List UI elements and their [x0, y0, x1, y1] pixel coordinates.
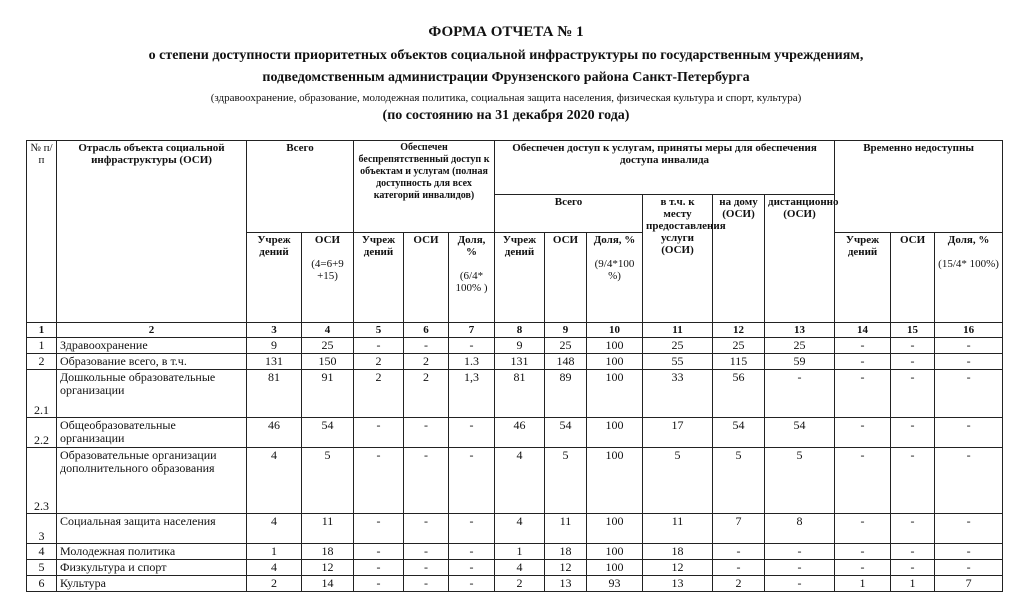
row-value: 14: [302, 576, 354, 592]
row-value: 4: [495, 560, 545, 576]
table-row: [27, 448, 1003, 514]
table-row: [27, 354, 1003, 370]
table-row: [27, 544, 1003, 560]
header-share-formula: (9/4*100 %): [594, 258, 635, 282]
row-value: -: [404, 560, 449, 576]
row-value: -: [713, 560, 765, 576]
row-value: 46: [495, 418, 545, 448]
row-value: 13: [545, 576, 587, 592]
row-value: 131: [495, 354, 545, 370]
column-number: 16: [935, 323, 1003, 338]
row-value: 59: [765, 354, 835, 370]
row-value: -: [404, 418, 449, 448]
row-value: 25: [545, 338, 587, 354]
header-institutions: Учреж дений: [247, 233, 302, 323]
column-number: 9: [545, 323, 587, 338]
row-value: 100: [587, 418, 643, 448]
row-branch-name: Дошкольные образовательные организации: [57, 370, 247, 418]
report-date: (по состоянию на 31 декабря 2020 года): [382, 108, 630, 123]
row-branch-name: Образовательные организации дополнительного образования: [57, 448, 247, 514]
row-value: 2: [495, 576, 545, 592]
row-value: 100: [587, 560, 643, 576]
row-number: 5: [27, 560, 57, 576]
row-value: 54: [545, 418, 587, 448]
row-value: 54: [765, 418, 835, 448]
row-value: 12: [545, 560, 587, 576]
row-value: 5: [545, 448, 587, 514]
row-value: -: [449, 448, 495, 514]
header-remote: дистанционно (ОСИ): [765, 195, 835, 323]
row-value: 54: [302, 418, 354, 448]
row-value: 2: [354, 370, 404, 418]
row-value: -: [354, 448, 404, 514]
row-value: -: [449, 338, 495, 354]
row-value: 100: [587, 544, 643, 560]
column-number: 6: [404, 323, 449, 338]
table-row: [27, 370, 1003, 418]
header-osi: ОСИ: [891, 233, 935, 323]
column-number: 11: [643, 323, 713, 338]
row-value: -: [449, 418, 495, 448]
row-number: 6: [27, 576, 57, 592]
row-value: -: [891, 370, 935, 418]
row-value: 4: [495, 514, 545, 544]
row-value: -: [935, 370, 1003, 418]
row-branch-name: Молодежная политика: [57, 544, 247, 560]
header-branch: Отрасль объекта социальной инфраструктуры (ОСИ): [57, 141, 247, 323]
row-value: 115: [713, 354, 765, 370]
header-institutions: Учреж дений: [495, 233, 545, 323]
row-value: 18: [643, 544, 713, 560]
row-value: -: [935, 448, 1003, 514]
row-number: 2.2: [27, 418, 57, 448]
header-share-cell: [449, 233, 495, 323]
column-number: 5: [354, 323, 404, 338]
row-value: 4: [247, 448, 302, 514]
row-value: 100: [587, 338, 643, 354]
row-value: -: [765, 560, 835, 576]
row-value: 7: [713, 514, 765, 544]
row-value: -: [765, 370, 835, 418]
row-value: 1: [495, 544, 545, 560]
column-number: 2: [57, 323, 247, 338]
row-value: -: [835, 370, 891, 418]
header-share: Доля, %: [593, 234, 636, 246]
header-temporarily-unavailable: Временно недоступны: [835, 141, 1003, 233]
table-row: [27, 560, 1003, 576]
row-value: 8: [765, 514, 835, 544]
row-branch-name: Культура: [57, 576, 247, 592]
row-value: -: [935, 544, 1003, 560]
row-value: 91: [302, 370, 354, 418]
row-value: -: [935, 514, 1003, 544]
column-number: 10: [587, 323, 643, 338]
row-value: -: [404, 448, 449, 514]
row-value: 5: [302, 448, 354, 514]
table-row: [27, 514, 1003, 544]
row-value: 131: [247, 354, 302, 370]
row-value: 18: [302, 544, 354, 560]
header-institutions: Учреж дений: [354, 233, 404, 323]
row-value: 11: [545, 514, 587, 544]
header-share: Доля, %: [457, 234, 486, 258]
row-value: 55: [643, 354, 713, 370]
report-subtitle-line2: подведомственным администрации Фрунзенского района Санкт-Петербурга: [262, 70, 750, 85]
row-value: -: [891, 338, 935, 354]
row-value: -: [935, 560, 1003, 576]
column-number: 8: [495, 323, 545, 338]
row-value: 148: [545, 354, 587, 370]
header-share: Доля, %: [947, 234, 990, 246]
row-value: 25: [302, 338, 354, 354]
row-value: -: [404, 338, 449, 354]
column-number: 14: [835, 323, 891, 338]
report-table: [26, 140, 1003, 592]
header-total: Всего: [247, 141, 354, 233]
header-osi: ОСИ: [404, 233, 449, 323]
row-number: 2.1: [27, 370, 57, 418]
row-value: 5: [713, 448, 765, 514]
row-value: -: [404, 544, 449, 560]
header-institutions: Учреж дений: [835, 233, 891, 323]
header-barrier-free: Обеспечен беспрепятственный доступ к объектам и услугам (полная доступность для всех категорий инвалидов): [354, 141, 495, 233]
row-value: 56: [713, 370, 765, 418]
header-no: № п/п: [27, 141, 57, 323]
header-access: Обеспечен доступ к услугам, приняты меры для обеспечения доступа инвалида: [495, 141, 835, 195]
row-value: 1.3: [449, 354, 495, 370]
header-osi: ОСИ: [545, 233, 587, 323]
row-value: 81: [247, 370, 302, 418]
table-body: [27, 338, 1003, 592]
row-branch-name: Образование всего, в т.ч.: [57, 354, 247, 370]
row-value: -: [835, 338, 891, 354]
row-value: 5: [643, 448, 713, 514]
table-row: [27, 418, 1003, 448]
header-osi-cell: [302, 233, 354, 323]
row-value: 18: [545, 544, 587, 560]
row-value: -: [935, 354, 1003, 370]
row-value: 100: [587, 448, 643, 514]
row-value: -: [835, 544, 891, 560]
header-osi: ОСИ: [314, 234, 341, 246]
row-value: 1: [247, 544, 302, 560]
column-number: 13: [765, 323, 835, 338]
header-osi-formula: (4=6+9 +15): [311, 258, 344, 282]
row-value: -: [891, 560, 935, 576]
row-value: 2: [354, 354, 404, 370]
row-value: 17: [643, 418, 713, 448]
row-value: 100: [587, 354, 643, 370]
column-number: 4: [302, 323, 354, 338]
row-value: -: [354, 544, 404, 560]
row-value: -: [449, 544, 495, 560]
header-share-cell: [587, 233, 643, 323]
row-value: 11: [643, 514, 713, 544]
row-value: -: [449, 576, 495, 592]
row-branch-name: Общеобразовательные организации: [57, 418, 247, 448]
row-number: 2: [27, 354, 57, 370]
column-number: 3: [247, 323, 302, 338]
column-number: 15: [891, 323, 935, 338]
row-value: -: [354, 560, 404, 576]
row-value: 93: [587, 576, 643, 592]
row-value: 11: [302, 514, 354, 544]
row-branch-name: Физкультура и спорт: [57, 560, 247, 576]
row-value: 46: [247, 418, 302, 448]
row-value: 5: [765, 448, 835, 514]
row-value: -: [835, 560, 891, 576]
row-value: 1,3: [449, 370, 495, 418]
row-value: 4: [247, 560, 302, 576]
row-value: -: [891, 448, 935, 514]
row-value: 1: [835, 576, 891, 592]
row-value: 100: [587, 370, 643, 418]
row-value: -: [404, 514, 449, 544]
row-value: 7: [935, 576, 1003, 592]
row-value: 2: [713, 576, 765, 592]
row-number: 3: [27, 514, 57, 544]
row-value: -: [449, 514, 495, 544]
row-value: -: [354, 418, 404, 448]
header-share-formula: (15/4* 100%): [938, 258, 999, 270]
row-value: -: [891, 418, 935, 448]
row-value: 4: [495, 448, 545, 514]
column-number: 1: [27, 323, 57, 338]
row-value: 25: [643, 338, 713, 354]
row-value: 1: [891, 576, 935, 592]
row-value: -: [835, 418, 891, 448]
column-number: 12: [713, 323, 765, 338]
row-value: 9: [495, 338, 545, 354]
row-number: 1: [27, 338, 57, 354]
row-value: 2: [404, 354, 449, 370]
row-value: -: [404, 576, 449, 592]
report-title: ФОРМА ОТЧЕТА № 1: [428, 24, 584, 40]
row-value: 2: [247, 576, 302, 592]
row-value: -: [449, 560, 495, 576]
header-to-place: в т.ч. к месту предоставления услуги (ОСИ): [643, 195, 713, 323]
row-value: 81: [495, 370, 545, 418]
row-value: 100: [587, 514, 643, 544]
report-subtitle-line3: (здравоохранение, образование, молодежная политика, социальная защита населения, физическая культура и спорт, культура): [210, 92, 802, 104]
row-value: -: [354, 338, 404, 354]
table-row: [27, 576, 1003, 592]
row-value: 12: [643, 560, 713, 576]
row-value: 13: [643, 576, 713, 592]
row-value: -: [935, 338, 1003, 354]
row-value: -: [891, 354, 935, 370]
row-number: 4: [27, 544, 57, 560]
row-value: -: [891, 514, 935, 544]
row-value: 54: [713, 418, 765, 448]
row-value: -: [891, 544, 935, 560]
row-branch-name: Социальная защита населения: [57, 514, 247, 544]
row-value: 33: [643, 370, 713, 418]
row-value: -: [835, 514, 891, 544]
row-branch-name: Здравоохранение: [57, 338, 247, 354]
row-value: 89: [545, 370, 587, 418]
column-number: 7: [449, 323, 495, 338]
header-share-cell: [935, 233, 1003, 323]
row-number: 2.3: [27, 448, 57, 514]
row-value: -: [354, 514, 404, 544]
row-value: 2: [404, 370, 449, 418]
row-value: -: [713, 544, 765, 560]
row-value: 12: [302, 560, 354, 576]
row-value: -: [835, 354, 891, 370]
row-value: 4: [247, 514, 302, 544]
row-value: -: [935, 418, 1003, 448]
row-value: -: [835, 448, 891, 514]
table-row: [27, 338, 1003, 354]
row-value: 25: [765, 338, 835, 354]
header-at-home: на дому (ОСИ): [713, 195, 765, 323]
row-value: -: [765, 576, 835, 592]
column-number-row: [27, 323, 1003, 338]
report-subtitle-line1: о степени доступности приоритетных объектов социальной инфраструктуры по государственным учреждениям,: [148, 48, 864, 63]
row-value: -: [354, 576, 404, 592]
row-value: 25: [713, 338, 765, 354]
header-share-formula: (6/4* 100% ): [455, 270, 488, 294]
row-value: 9: [247, 338, 302, 354]
row-value: -: [765, 544, 835, 560]
header-access-total: Всего: [495, 195, 643, 233]
row-value: 150: [302, 354, 354, 370]
